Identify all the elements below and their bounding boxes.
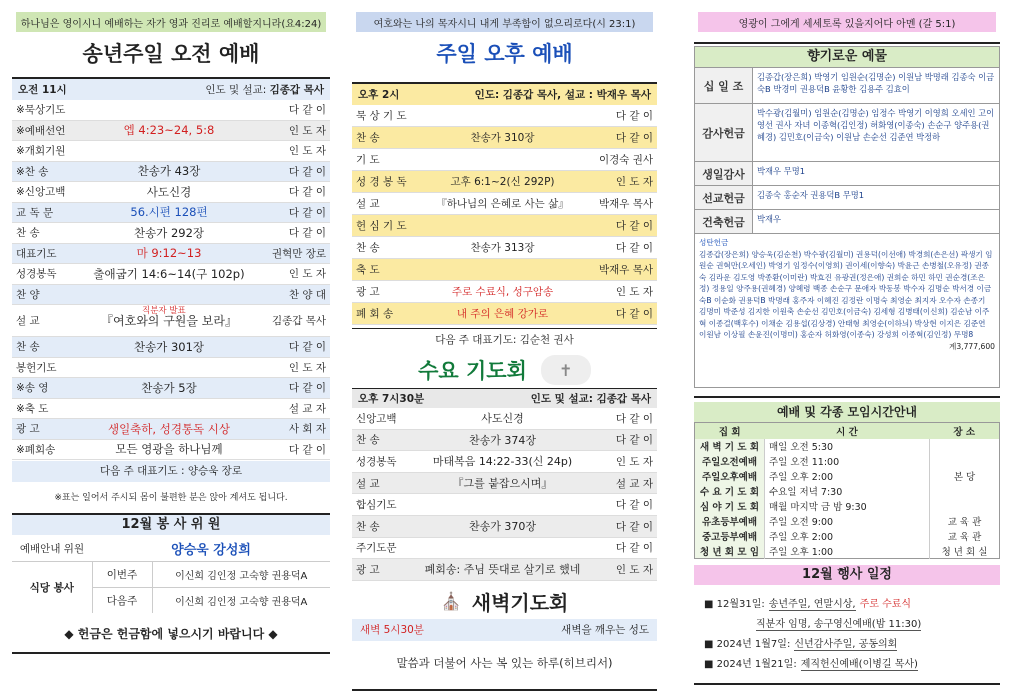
schedule-head-time: 시 간 <box>836 426 858 438</box>
order-item-content: 찬송가 310장 <box>470 132 535 144</box>
order-row <box>12 121 330 142</box>
usher-names: 양승욱 강성희 <box>171 543 251 559</box>
order-item-content: 폐회송: 주님 뜻대로 살기로 했네 <box>424 563 581 577</box>
order-row <box>12 440 330 461</box>
event-item <box>704 655 1000 675</box>
order-row <box>12 305 330 337</box>
event-date: ■ 2024년 1월21일: <box>704 659 797 670</box>
order-row <box>352 281 657 303</box>
order-row <box>352 408 657 430</box>
order-item-label: 기 도 <box>356 154 380 166</box>
order-item-content: 출애굽기 14:6~14(구 102p) <box>93 266 245 281</box>
schedule-time: 주일 오후 1:00 <box>769 546 834 558</box>
order-item-label: 광 고 <box>16 423 40 436</box>
order-item-label: 광 고 <box>356 286 380 298</box>
verse-banner: 영광이 그에게 세세토록 있을지어다 아멘 (갈 5:1) <box>698 12 996 32</box>
order-item-label: 설 교 <box>16 315 40 327</box>
service-header <box>12 79 330 100</box>
order-item-content: 고후 6:1~2(신 292P) <box>450 176 555 188</box>
order-row <box>12 285 330 306</box>
schedule-time: 수요일 저녁 7:30 <box>769 487 843 498</box>
order-item-label: 합심기도 <box>356 499 397 512</box>
order-row <box>352 127 657 149</box>
order-item-label: ※송 영 <box>16 382 49 395</box>
order-row <box>352 215 657 237</box>
order-item-leader: 박재우 목사 <box>598 264 653 276</box>
order-item-label: 성경봉독 <box>356 455 397 468</box>
schedule-meeting: 청 년 회 모 임 <box>695 544 765 559</box>
order-item-content: 찬송가 301장 <box>133 339 205 354</box>
order-item-label: 폐 회 송 <box>356 308 394 320</box>
order-row <box>12 378 330 399</box>
afternoon-time: 오후 2시 <box>358 89 400 101</box>
order-item-leader: 다 같 이 <box>288 165 326 178</box>
christmas-total: 계3,777,600 <box>949 341 995 351</box>
order-row <box>12 203 330 224</box>
wednesday-heading <box>352 352 657 388</box>
order-item-leader: 다 같 이 <box>615 308 653 320</box>
schedule-place: 교 육 관 <box>930 514 1000 529</box>
verse-banner: 여호와는 나의 목자시니 내게 부족함이 없으리로다(시 23:1) <box>356 12 653 32</box>
wednesday-title: 수요 기도회 <box>418 359 527 383</box>
order-item-content: 찬송가 374장 <box>469 433 536 447</box>
dawn-sub: 새벽을 깨우는 성도 <box>561 624 649 637</box>
event-item <box>704 615 1000 635</box>
order-item-content: 찬송가 370장 <box>469 520 536 534</box>
offering-row <box>695 103 999 161</box>
order-row <box>352 494 657 516</box>
schedule-place: 본 당 <box>930 439 1000 514</box>
schedule-time: 주일 오전 9:00 <box>769 517 834 528</box>
verse-banner: 하나님은 영이시니 예배하는 자가 영과 진리로 예배할지니라(요4:24) <box>16 12 326 32</box>
wednesday-leader: 인도 및 설교: 김종갑 목사 <box>530 393 651 405</box>
order-item-content: 찬송가 5장 <box>141 380 197 395</box>
offerings-box <box>694 46 1000 388</box>
order-row <box>352 451 657 473</box>
order-item-content: 생일축하, 성경통독 시상 <box>107 421 231 436</box>
order-item-leader: 설 교 자 <box>288 402 326 415</box>
wednesday-header <box>352 388 657 408</box>
order-row <box>352 259 657 281</box>
order-item-leader: 인 도 자 <box>288 361 326 374</box>
order-item-leader: 이경숙 권사 <box>598 154 653 166</box>
events-title: 12월 행사 일정 <box>694 565 1000 585</box>
next-week-names: 이신희 김인정 고숙향 권용덕A <box>175 596 308 608</box>
schedule-meeting: 중고등부예배 <box>695 529 765 544</box>
schedule-row <box>695 514 1000 529</box>
schedule-place: 교 육 관 <box>930 529 1000 544</box>
order-item-label: ※축 도 <box>16 402 49 415</box>
dawn-motto: 말씀과 더불어 사는 복 있는 하루(히브리서) <box>396 655 613 670</box>
order-row <box>12 162 330 183</box>
order-row <box>12 358 330 379</box>
order-item-label: 대표기도 <box>16 247 57 260</box>
service-committee-title: 12월 봉 사 위 원 <box>12 515 330 535</box>
afternoon-next-prayer: 다음 주 대표기도: 김순천 권사 <box>352 328 657 350</box>
schedule-time: 매월 마지막 금 밤 9:30 <box>769 502 867 513</box>
offering-names: 박재우 <box>757 214 782 224</box>
schedule-title: 예배 및 각종 모임시간안내 <box>694 402 1000 422</box>
offering-label: 십 일 조 <box>695 68 753 103</box>
order-item-content: 마태복음 14:22-33(신 24p) <box>432 455 573 469</box>
order-item-label: 성 경 봉 독 <box>356 176 407 188</box>
order-item-content: 56.시편 128편 <box>130 205 208 220</box>
order-row <box>12 141 330 162</box>
order-item-leader: 다 같 이 <box>615 520 653 533</box>
order-item-label: 찬 양 <box>16 288 40 301</box>
order-item-leader: 다 같 이 <box>615 110 653 122</box>
offering-label: 건축헌금 <box>695 210 753 233</box>
order-item-label: ※신앙고백 <box>16 186 66 199</box>
order-item-leader: 다 같 이 <box>615 242 653 254</box>
offering-row <box>695 209 999 233</box>
order-item-label: ※개회기원 <box>16 145 66 158</box>
order-item-leader: 사 회 자 <box>288 423 326 436</box>
order-item-content: 사도신경 <box>481 412 524 426</box>
order-item-label: 교 독 문 <box>16 206 54 219</box>
wednesday-time: 오후 7시30분 <box>358 393 425 405</box>
event-text: 제직헌신예배(이병길 목사) <box>800 659 918 670</box>
order-item-label: 헌 심 기 도 <box>356 220 407 232</box>
order-row <box>352 303 657 325</box>
afternoon-header <box>352 84 657 105</box>
order-row <box>12 337 330 358</box>
page-title: 송년주일 오전 예배 <box>82 42 260 66</box>
afternoon-leader: 인도: 김종갑 목사, 설교 : 박재우 목사 <box>474 89 651 101</box>
order-row <box>352 105 657 127</box>
event-text: 직분자 임명, 송구영신예배(밤 11:30) <box>756 619 922 630</box>
order-row <box>12 223 330 244</box>
schedule-meeting: 주일오후예배 <box>695 469 765 484</box>
morning-service-column <box>12 0 330 699</box>
schedule-table <box>694 422 1000 559</box>
order-item-content: 찬송가 313장 <box>470 242 535 254</box>
schedule-place: 청 년 회 실 <box>930 544 1000 559</box>
event-highlight: 주로 수료식 <box>859 599 912 610</box>
dawn-time: 새벽 5시30분 <box>360 624 424 637</box>
christmas-label: 성탄헌금 <box>699 238 729 247</box>
order-item-label: 봉헌기도 <box>16 361 57 374</box>
order-item-leader: 다 같 이 <box>288 341 326 354</box>
order-of-worship <box>12 100 330 460</box>
sermon-note: 직분자 발표 <box>142 305 186 316</box>
schedule-head-meeting: 집 회 <box>718 426 741 438</box>
praying-person-icon: ⛪ <box>440 591 462 612</box>
order-item-leader: 다 같 이 <box>615 499 653 512</box>
order-row <box>12 419 330 440</box>
schedule-meeting: 주일오전예배 <box>695 454 765 469</box>
schedule-meeting: 수 요 기 도 회 <box>695 484 765 499</box>
order-row <box>352 473 657 495</box>
order-item-leader: 박재우 목사 <box>598 198 653 210</box>
order-row <box>12 100 330 121</box>
order-item-leader: 인 도 자 <box>288 124 326 137</box>
order-item-leader: 김종갑 목사 <box>271 315 326 327</box>
order-row <box>12 244 330 265</box>
order-item-leader: 인 도 자 <box>615 176 653 188</box>
order-item-leader: 다 같 이 <box>288 443 326 456</box>
order-item-content: 엡 4:23~24, 5:8 <box>123 123 215 138</box>
offering-names: 김종갑(장은희) 박영기 임원순(김명순) 이원남 박명래 김종숙 이금숙B 박경미 권용덕B 윤황한 김용주 김효이 <box>757 72 995 94</box>
order-item-leader: 인 도 자 <box>615 455 653 468</box>
order-item-content: 주로 수료식, 성구암송 <box>451 286 554 298</box>
schedule-time: 주일 오전 11:00 <box>769 457 840 468</box>
order-item-content: 『그를 붙잡으시며』 <box>452 477 553 491</box>
this-week-names: 이신희 김인정 고숙향 권용덕A <box>175 570 308 582</box>
leader-info: 인도 및 설교: 김종갑 목사 <box>205 84 324 96</box>
event-text: 송년주일, 연말시상, <box>768 599 856 610</box>
meal-label: 식당 봉사 <box>12 561 92 613</box>
dawn-title: 새벽기도회 <box>471 591 569 616</box>
events-list <box>694 595 1000 675</box>
order-row <box>12 182 330 203</box>
order-item-leader: 다 같 이 <box>288 382 326 395</box>
afternoon-title: 주일 오후 예배 <box>436 42 573 66</box>
order-item-leader: 다 같 이 <box>615 412 653 425</box>
order-item-content: 찬송가 292장 <box>133 225 205 240</box>
offering-names: 김종숙 홍순자 권용덕B 무명1 <box>757 190 865 200</box>
order-item-leader: 인 도 자 <box>288 145 326 158</box>
order-item-content: 『여호와의 구원을 보라』 <box>101 314 237 328</box>
offering-row <box>695 67 999 103</box>
order-item-leader: 다 같 이 <box>288 206 326 219</box>
order-item-label: 설 교 <box>356 198 380 210</box>
offering-names: 박재우 무명1 <box>757 166 805 176</box>
schedule-meeting: 유초등부예배 <box>695 514 765 529</box>
standing-note: ※표는 일어서 주시되 몸이 불편한 분은 앉아 계셔도 됩니다. <box>54 493 288 503</box>
dawn-heading <box>352 585 657 619</box>
offering-note: ◆ 헌금은 헌금함에 넣으시기 바랍니다 ◆ <box>64 627 278 641</box>
order-item-label: 찬 송 <box>356 434 380 447</box>
event-item <box>704 635 1000 655</box>
order-row <box>352 559 657 581</box>
order-item-content: 사도신경 <box>146 184 192 199</box>
offering-row <box>695 161 999 185</box>
usher-label: 예배안내 위원 <box>19 543 85 556</box>
order-item-content: 찬송가 43장 <box>137 164 201 179</box>
order-item-content: 마 9:12~13 <box>136 246 202 261</box>
order-item-label: 찬 송 <box>16 341 40 354</box>
order-item-content: 『하나님의 은혜로 사는 삶』 <box>436 198 569 210</box>
schedule-time: 주일 오후 2:00 <box>769 472 834 483</box>
schedule-row <box>695 439 1000 454</box>
order-item-leader: 인 도 자 <box>615 286 653 298</box>
order-item-leader: 권혁만 장로 <box>271 247 326 260</box>
offering-label: 감사헌금 <box>695 104 753 161</box>
schedule-meeting: 새 벽 기 도 회 <box>695 439 765 454</box>
order-item-label: 설 교 <box>356 477 380 490</box>
order-item-leader: 다 같 이 <box>288 227 326 240</box>
order-row <box>12 399 330 420</box>
order-item-leader: 다 같 이 <box>288 186 326 199</box>
service-committee-table <box>12 537 330 613</box>
cross-ornament-icon: ✝ <box>541 355 591 385</box>
order-item-label: 묵 상 기 도 <box>356 110 407 122</box>
wednesday-order <box>352 408 657 581</box>
order-item-content: 모든 영광을 하나님께 <box>115 442 223 457</box>
order-item-label: 신앙고백 <box>356 412 397 425</box>
order-item-label: 축 도 <box>356 264 380 276</box>
next-prayer: 다음 주 대표기도 : 양승욱 장로 <box>12 461 330 482</box>
order-item-content: 내 주의 은혜 강가로 <box>456 308 549 320</box>
offering-label: 생일감사 <box>695 162 753 185</box>
event-date: ■ 12월31일: <box>704 599 765 610</box>
order-item-label: ※예배선언 <box>16 124 66 137</box>
order-row <box>352 237 657 259</box>
order-item-label: 주기도문 <box>356 542 397 555</box>
order-row <box>352 430 657 452</box>
order-item-label: 찬 송 <box>356 242 380 254</box>
christmas-names: 김종갑(장은희) 양승욱(김순천) 박수광(김월미) 권용덕(이선애) 박경희(손은선) 곽생기 임원순 권혁만(오세인) 박영기 임정수(이영희) 권이세(이향숙) 박윤근 손병철(오유정) 권종숙 김라운 김도영 박종환(이미란) 박효진 유광권(정은애) 권희순 하민 하민 권순경(조은정) 정용일 양주용(권혜경) 양혜령 백종 손순구 문애자 박동봉 박수자 김명순 박서경 이금숙B 이순화 권용덕B 박명래 홍주자 이혜진 김정란 이명숙 최영순 최지자 오수자 손종기 김명미 박준성 김지한 이원축 손순선 김민호(이금숙) 김세형 김병태(이신희) 김순남 이주혁 이종걸(백후수) 이채순 김용섭(김상경) 안태형 최영순(이하늬) 박상현 이지은 김준연 이원남 이상필 손윤진(이명미) 홍순자 허화영(이종숙) 강성희 이종혁(김인정) 무명8 <box>699 249 993 339</box>
order-item-leader: 인 도 자 <box>288 268 326 281</box>
schedule-time: 매일 오전 5:30 <box>769 442 834 453</box>
order-item-leader: 다 같 이 <box>615 220 653 232</box>
order-row <box>12 264 330 285</box>
order-item-label: 찬 송 <box>16 227 40 240</box>
order-item-leader: 다 같 이 <box>615 132 653 144</box>
offering-label: 선교헌금 <box>695 186 753 209</box>
order-item-label: ※폐회송 <box>16 443 56 456</box>
schedule-head-place: 장 소 <box>953 426 976 438</box>
order-item-leader: 인 도 자 <box>615 563 653 576</box>
dawn-info <box>352 619 657 641</box>
afternoon-order <box>352 105 657 325</box>
order-item-label: ※찬 송 <box>16 165 49 178</box>
order-row <box>352 516 657 538</box>
order-item-leader: 다 같 이 <box>288 104 326 117</box>
event-date: ■ 2024년 1월7일: <box>704 639 791 650</box>
order-row <box>352 193 657 215</box>
event-text: 신년감사주일, 공동의회 <box>794 639 898 650</box>
order-item-label: 찬 송 <box>356 132 380 144</box>
offering-row <box>695 185 999 209</box>
schedule-row <box>695 529 1000 544</box>
offerings-list <box>695 67 999 233</box>
offering-names: 박수광(김월미) 임원순(김명순) 임정수 박영기 이영희 오세인 고이영선 권사 자녀 이종혁(김인정) 허화영(이종숙) 손순구 양주용(권혜경) 김민호(이금숙) 이원남 손순선 김준연 박정하 <box>757 108 995 142</box>
order-item-label: 성경봉독 <box>16 268 57 281</box>
order-item-leader: 다 같 이 <box>615 434 653 447</box>
order-row <box>352 149 657 171</box>
christmas-offering <box>695 233 999 387</box>
order-item-label: ※묵상기도 <box>16 104 66 117</box>
order-item-leader: 찬 양 대 <box>288 288 326 301</box>
order-item-leader: 설 교 자 <box>615 477 653 490</box>
order-item-label: 찬 송 <box>356 520 380 533</box>
order-row <box>352 538 657 560</box>
offerings-column <box>694 0 1000 699</box>
next-week-label: 다음주 <box>92 587 152 613</box>
schedule-row <box>695 544 1000 559</box>
afternoon-service-column <box>352 0 657 699</box>
this-week-label: 이번주 <box>92 561 152 587</box>
schedule-time: 주일 오후 2:00 <box>769 532 834 543</box>
schedule-meeting: 심 야 기 도 회 <box>695 499 765 514</box>
offerings-title: 향기로운 예물 <box>695 47 999 67</box>
event-item <box>704 595 1000 615</box>
order-item-leader: 다 같 이 <box>615 542 653 555</box>
service-time: 오전 11시 <box>18 84 67 96</box>
order-row <box>352 171 657 193</box>
order-item-label: 광 고 <box>356 563 380 576</box>
